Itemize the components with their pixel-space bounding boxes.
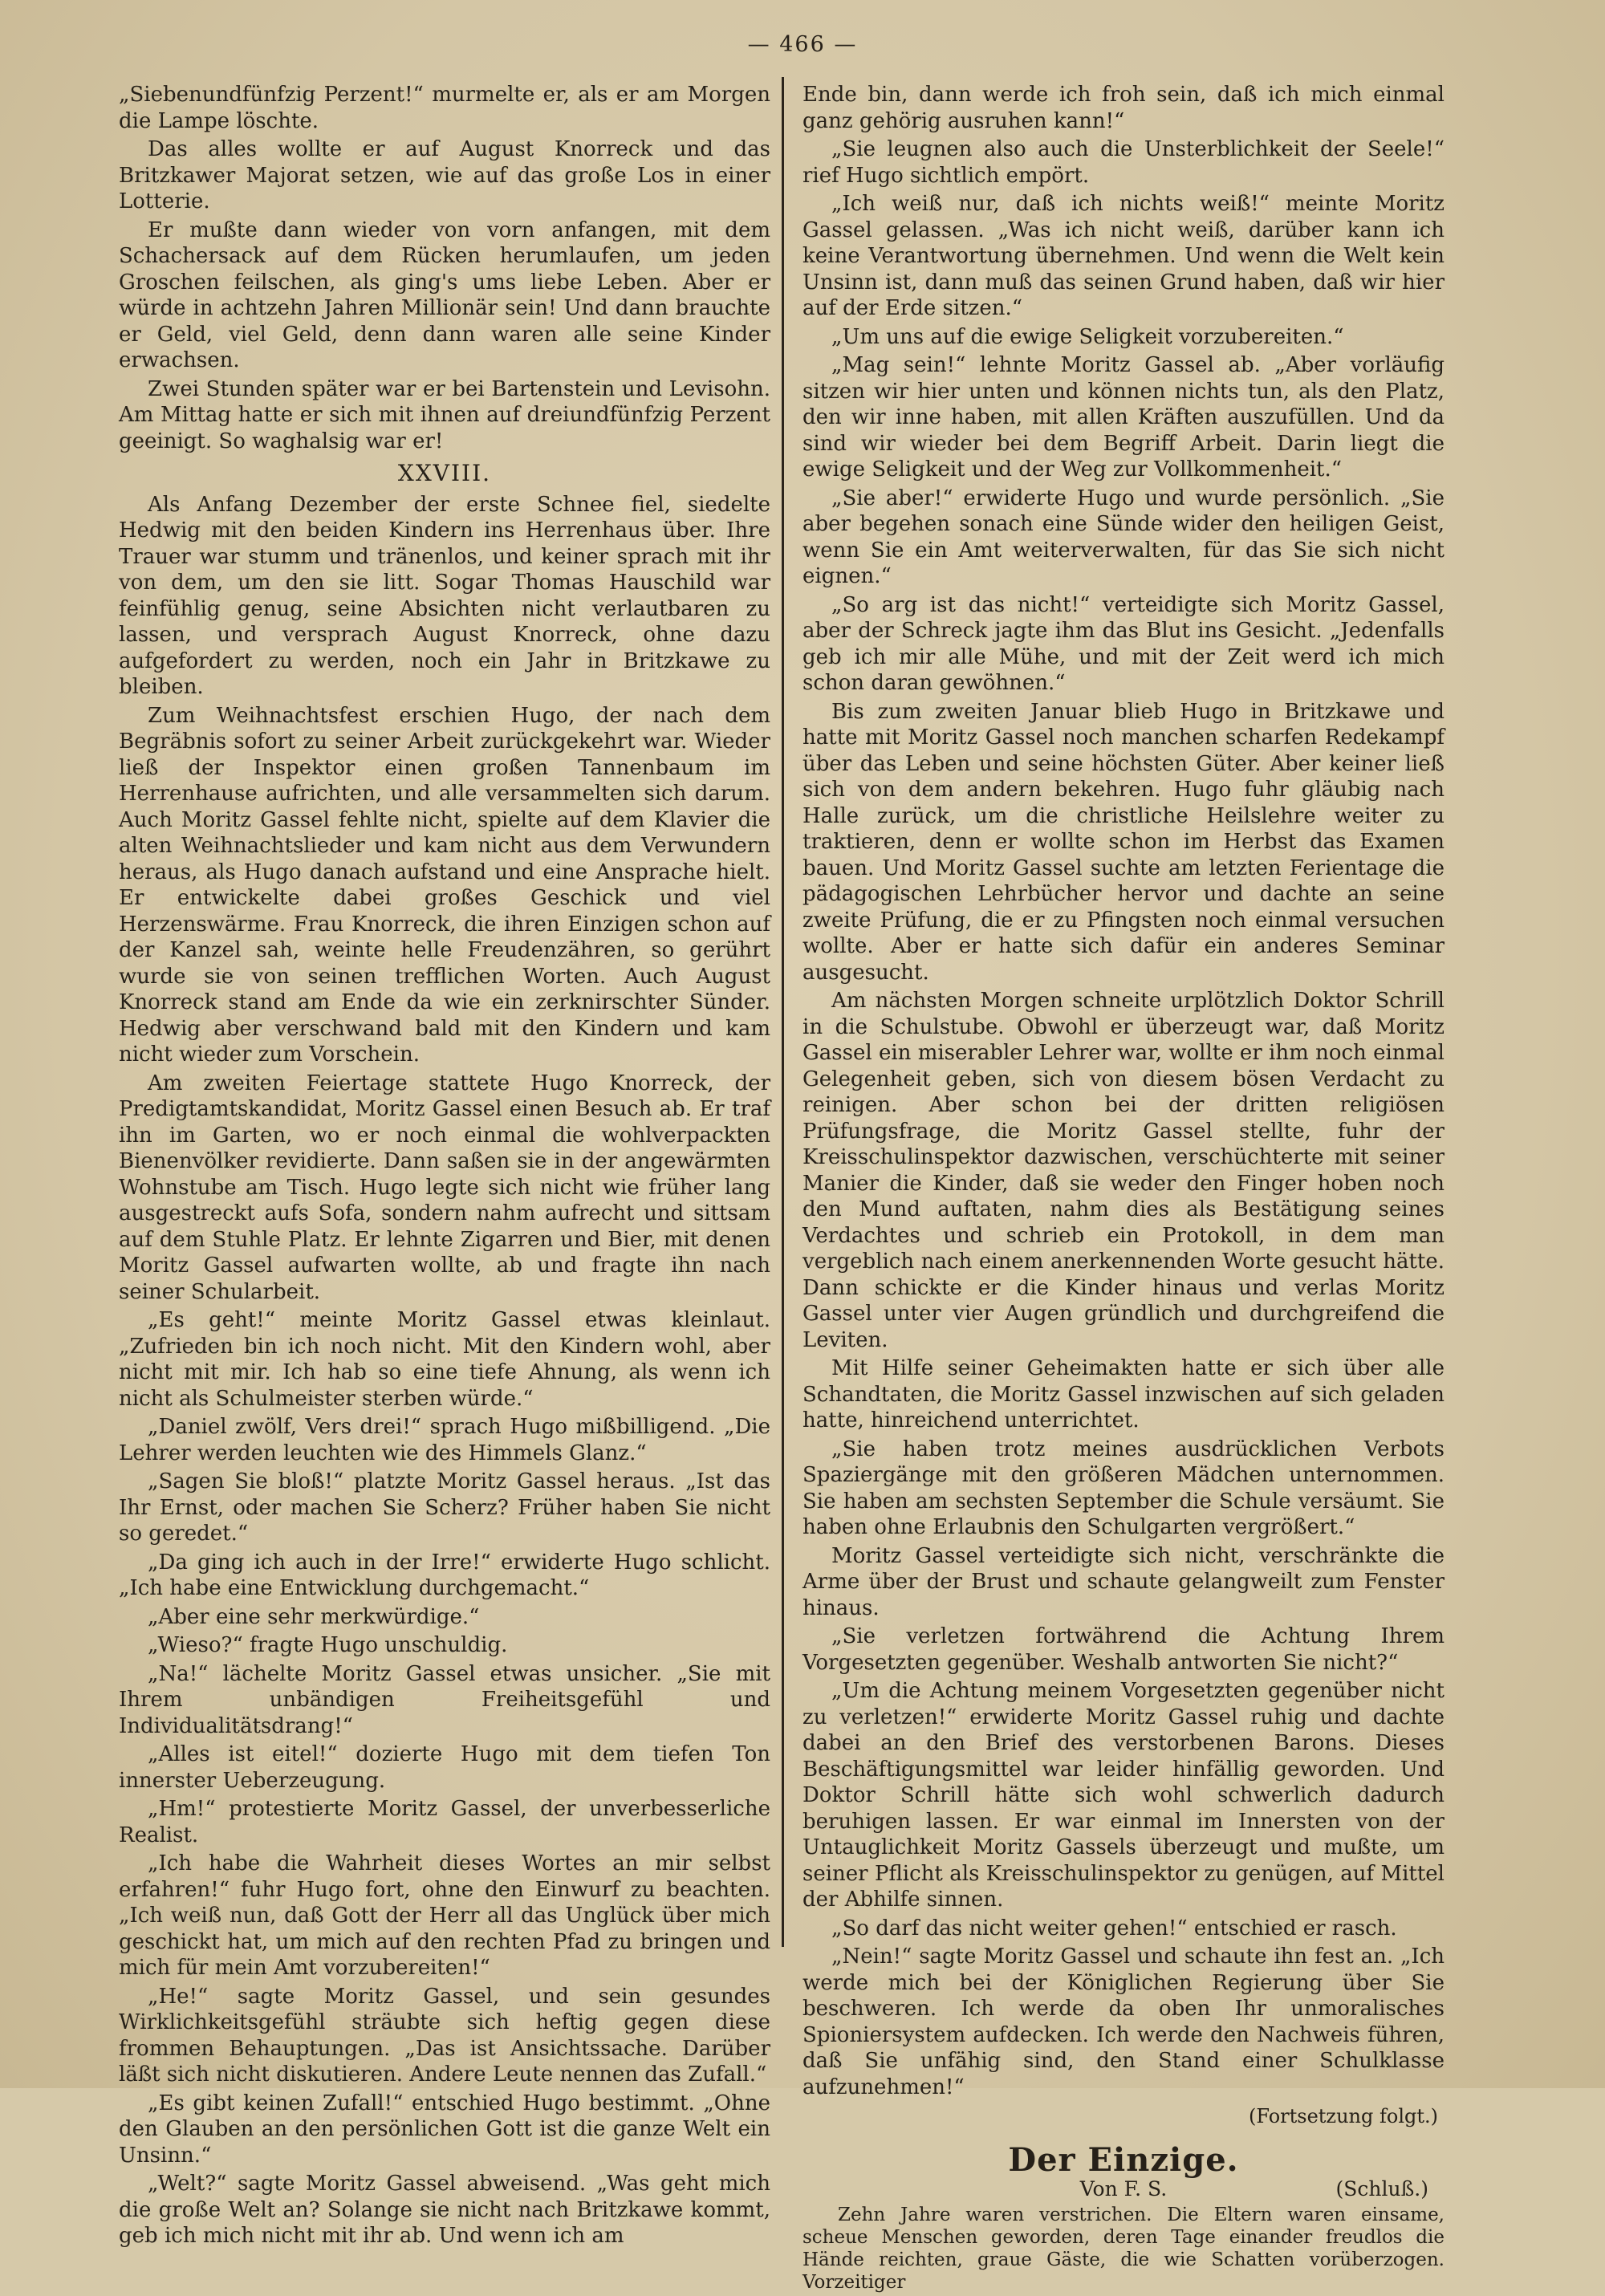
paragraph: Am zweiten Feiertage stattete Hugo Knorreck, der Predigtamtskandidat, Moritz Gassel einen Besuch ab. Er traf ihn im Garten, wo er noch einmal die wohlverpackten Bienenvölker revidierte. Dann saßen sie in der angewärmten Wohnstube am Tisch. Hugo legte sich nicht wie früher lang ausgestreckt aufs Sofa, sondern nahm aufrecht und sittsam auf dem Stuhle Platz. Er lehnte Zigarren und Bier, mit denen Moritz Gassel aufwarten wollte, ab und fragte ihn nach seiner Schularbeit. xyxy=(119,1071,770,1304)
paragraph: Zehn Jahre waren verstrichen. Die Eltern waren einsame, scheue Menschen geworden, deren Tage einander freudlos die Hände reichten, graue Gäste, die wie Schatten vorüberzogen. Vorzeitiger xyxy=(802,2205,1444,2293)
paragraph: „Welt?“ sagte Moritz Gassel abweisend. „Was geht mich die große Welt an? Solange sie nicht nach Britzkawe kommt, geb ich mich nicht mit ihr ab. Und wenn ich am xyxy=(119,2172,770,2248)
paragraph: „Daniel zwölf, Vers drei!“ sprach Hugo mißbilligend. „Die Lehrer werden leuchten wie des Himmels Glanz.“ xyxy=(119,1415,770,1465)
page-number: — 466 — xyxy=(747,32,858,57)
paragraph-continuation: Ende bin, dann werde ich froh sein, daß ich mich einmal ganz gehörig ausruhen kann!“ xyxy=(802,83,1444,133)
story-note: (Schluß.) xyxy=(1335,2177,1428,2201)
continued-note: (Fortsetzung folgt.) xyxy=(1249,2105,1438,2127)
paragraph: „He!“ sagte Moritz Gassel, und sein gesundes Wirklichkeitsgefühl sträubte sich heftig gegen diese frommen Behauptungen. „Das ist Ansichtssache. Darüber läßt sich nicht diskutieren. Andere Leute nennen das Zufall.“ xyxy=(119,1984,770,2087)
paragraph: Moritz Gassel verteidigte sich nicht, verschränkte die Arme über der Brust und schaute gelangweilt zum Fenster hinaus. xyxy=(802,1543,1444,1620)
chapter-heading: XXVIII. xyxy=(397,460,492,486)
paragraph: „Sagen Sie bloß!“ platzte Moritz Gassel heraus. „Ist das Ihr Ernst, oder machen Sie Scherz? Früher haben Sie nicht so geredet.“ xyxy=(119,1469,770,1546)
paragraph: „Aber eine sehr merkwürdige.“ xyxy=(148,1604,480,1629)
paragraph: „Um die Achtung meinem Vorgesetzten gegenüber nicht zu verletzen!“ erwiderte Moritz Gassel ruhig und dachte dabei an den Brief des verstorbenen Barons. Dieses Beschäftigungsmittel war leider hinfällig geworden. Und Doktor Schrill hätte sich wohl schwerlich dadurch beruhigen lassen. Er war einmal im Innersten von der Untauglichkeit Moritz Gassels überzeugt und mußte, um seiner Pflicht als Kreisschulinspektor zu genügen, auf Mittel der Abhilfe sinnen. xyxy=(802,1679,1444,1912)
paragraph: Am nächsten Morgen schneite urplötzlich Doktor Schrill in die Schulstube. Obwohl er überzeugt war, daß Moritz Gassel ein miserabler Lehrer war, wollte er ihm noch einmal Gelegenheit geben, sich von diesem bösen Verdacht zu reinigen. Aber schon bei der dritten religiösen Prüfungsfrage, die Moritz Gassel stellte, fuhr der Kreisschulinspektor dazwischen, verschüchterte mit seiner Manier die Kinder, daß sie weder den Finger hoben noch den Mund auftaten, nahm dies als Bestätigung seines Verdachtes und schrieb ein Protokoll, in dem man vergeblich nach einem anerkennenden Worte gesucht hätte. Dann schickte er die Kinder hinaus und verlas Moritz Gassel unter vier Augen gründlich und durchgreifend die Leviten. xyxy=(802,989,1444,1352)
paragraph: „Es gibt keinen Zufall!“ entschied Hugo bestimmt. „Ohne den Glauben an den persönlichen Gott ist die ganze Welt ein Unsinn.“ xyxy=(119,2091,770,2168)
paragraph: „Sie aber!“ erwiderte Hugo und wurde persönlich. „Sie aber begehen sonach eine Sünde wider den heiligen Geist, wenn Sie ein Amt weiterverwalten, für das Sie sich nicht eignen.“ xyxy=(802,486,1444,588)
paragraph: „Mag sein!“ lehnte Moritz Gassel ab. „Aber vorläufig sitzen wir hier unten und können nichts tun, als den Platz, den wir inne haben, mit allen Kräften auszufüllen. Und da sind wir wieder bei dem Begriff Arbeit. Darin liegt die ewige Seligkeit und der Weg zur Vollkommenheit.“ xyxy=(802,353,1444,482)
paragraph: „So darf das nicht weiter gehen!“ entschied er rasch. xyxy=(831,1916,1397,1940)
paragraph: „Ich habe die Wahrheit dieses Wortes an mir selbst erfahren!“ fuhr Hugo fort, ohne den Einwurf zu beachten. „Ich weiß nun, daß Gott der Herr all das Unglück über mich geschickt hat, um mich auf den rechten Pfad zu bringen und mich für mein Amt vorzubereiten!“ xyxy=(119,1851,770,1980)
paragraph: „Sie leugnen also auch die Unsterblichkeit der Seele!“ rief Hugo sichtlich empört. xyxy=(802,137,1444,188)
paragraph: „Um uns auf die ewige Seligkeit vorzubereiten.“ xyxy=(831,324,1344,349)
paragraph: „Sie verletzen fortwährend die Achtung Ihrem Vorgesetzten gegenüber. Weshalb antworten Sie nicht?“ xyxy=(802,1624,1444,1675)
paragraph: „Alles ist eitel!“ dozierte Hugo mit dem tiefen Ton innerster Ueberzeugung. xyxy=(119,1742,770,1793)
paragraph: Bis zum zweiten Januar blieb Hugo in Britzkawe und hatte mit Moritz Gassel noch manchen scharfen Redekampf über das Leben und seine höchsten Güter. Aber keiner ließ sich von dem andern bekehren. Hugo fuhr gläubig nach Halle zurück, um die christliche Heilslehre weiter zu traktieren, denn er wollte schon im Herbst das Examen bauen. Und Moritz Gassel suchte am letzten Ferientage die pädagogischen Lehrbücher hervor und dachte an seine zweite Prüfung, die er zu Pfingsten noch einmal versuchen wollte. Aber er hatte sich dafür ein anderes Seminar ausgesucht. xyxy=(802,699,1444,985)
right-column xyxy=(802,82,1444,2296)
story-title: Der Einzige. xyxy=(1008,2140,1239,2179)
paragraph: „Siebenundfünfzig Perzent!“ murmelte er, als er am Morgen die Lampe löschte. xyxy=(119,83,770,133)
paragraph: „Es geht!“ meinte Moritz Gassel etwas kleinlaut. „Zufrieden bin ich noch nicht. Mit den Kindern wohl, aber nicht mit mir. Ich hab so eine tiefe Ahnung, als wenn ich nicht als Schulmeister sterben würde.“ xyxy=(119,1308,770,1411)
paragraph: „Ich weiß nur, daß ich nichts weiß!“ meinte Moritz Gassel gelassen. „Was ich nicht weiß, darüber kann ich keine Verantwortung übernehmen. Und wenn die Welt kein Unsinn ist, dann muß das seinen Grund haben, daß wir hier auf der Erde sitzen.“ xyxy=(802,192,1444,320)
story-author: Von F. S. xyxy=(1079,2177,1168,2201)
paragraph: „Nein!“ sagte Moritz Gassel und schaute ihn fest an. „Ich werde mich bei der Königlichen Regierung über Sie beschweren. Ich werde da oben Ihr unmoralisches Spioniersystem aufdecken. Ich werde den Nachweis führen, daß Sie unfähig sind, den Stand einer Schulklasse aufzunehmen!“ xyxy=(802,1944,1444,2099)
paragraph: Zwei Stunden später war er bei Bartenstein und Levisohn. Am Mittag hatte er sich mit ihnen auf dreiundfünfzig Perzent geeinigt. So waghalsig war er! xyxy=(119,376,770,453)
story-byline xyxy=(802,2176,1444,2204)
paragraph: „Da ging ich auch in der Irre!“ erwiderte Hugo schlicht. „Ich habe eine Entwicklung durchgemacht.“ xyxy=(119,1550,770,1600)
column-divider xyxy=(782,77,784,1947)
paragraph: „Hm!“ protestierte Moritz Gassel, der unverbesserliche Realist. xyxy=(119,1797,770,1847)
paragraph: Als Anfang Dezember der erste Schnee fiel, siedelte Hedwig mit den beiden Kindern ins Herrenhaus über. Ihre Trauer war stumm und tränenlos, und keiner sprach mit ihr von dem, um den sie litt. Sogar Thomas Hauschild war feinfühlig genug, seine Absichten nicht verlautbaren zu lassen, und versprach August Knorreck, ohne dazu aufgefordert zu werden, noch ein Jahr in Britzkawe zu bleiben. xyxy=(119,492,770,699)
paragraph: „Na!“ lächelte Moritz Gassel etwas unsicher. „Sie mit Ihrem unbändigen Freiheitsgefühl und Individualitätsdrang!“ xyxy=(119,1661,770,1738)
left-column xyxy=(119,82,770,2252)
paragraph: „Wieso?“ fragte Hugo unschuldig. xyxy=(148,1633,508,1657)
story-body xyxy=(802,2204,1444,2294)
paragraph: Mit Hilfe seiner Geheimakten hatte er sich über alle Schandtaten, die Moritz Gassel inzwischen auf sich geladen hatte, hinreichend unterrichtet. xyxy=(802,1356,1444,1432)
paragraph: Zum Weihnachtsfest erschien Hugo, der nach dem Begräbnis sofort zu seiner Arbeit zurückgekehrt war. Wieder ließ der Inspektor einen großen Tannenbaum im Herrenhause aufrichten, und alle versammelten sich darum. Auch Moritz Gassel fehlte nicht, spielte auf dem Klavier die alten Weihnachtslieder und kam nicht aus dem Verwundern heraus, als Hugo danach aufstand und eine Ansprache hielt. Er entwickelte dabei großes Geschick und viel Herzenswärme. Frau Knorreck, die ihren Einzigen schon auf der Kanzel sah, weinte helle Freudenzähren, so gerührt wurde sie von seinen trefflichen Worten. Auch August Knorreck stand am Ende da wie ein zerknirschter Sünder. Hedwig aber verschwand bald mit den Kindern und kam nicht wieder zum Vorschein. xyxy=(119,703,770,1067)
paragraph: Das alles wollte er auf August Knorreck und das Britzkawer Majorat setzen, wie auf das große Los in einer Lotterie. xyxy=(119,137,770,213)
paragraph: „Sie haben trotz meines ausdrücklichen Verbots Spaziergänge mit den größeren Mädchen unternommen. Sie haben am sechsten September die Schule versäumt. Sie haben ohne Erlaubnis den Schulgarten vergrößert.“ xyxy=(802,1437,1444,1539)
paragraph: Er mußte dann wieder von vorn anfangen, mit dem Schachersack auf dem Rücken herumlaufen, um jeden Groschen feilschen, als ging's ums liebe Leben. Aber er würde in achtzehn Jahren Millionär sein! Und dann brauchte er Geld, viel Geld, denn dann waren alle seine Kinder erwachsen. xyxy=(119,217,770,372)
paragraph: „So arg ist das nicht!“ verteidigte sich Moritz Gassel, aber der Schreck jagte ihm das Blut ins Gesicht. „Jedenfalls geb ich mir alle Mühe, und mit der Zeit werd ich mich schon daran gewöhnen.“ xyxy=(802,592,1444,695)
